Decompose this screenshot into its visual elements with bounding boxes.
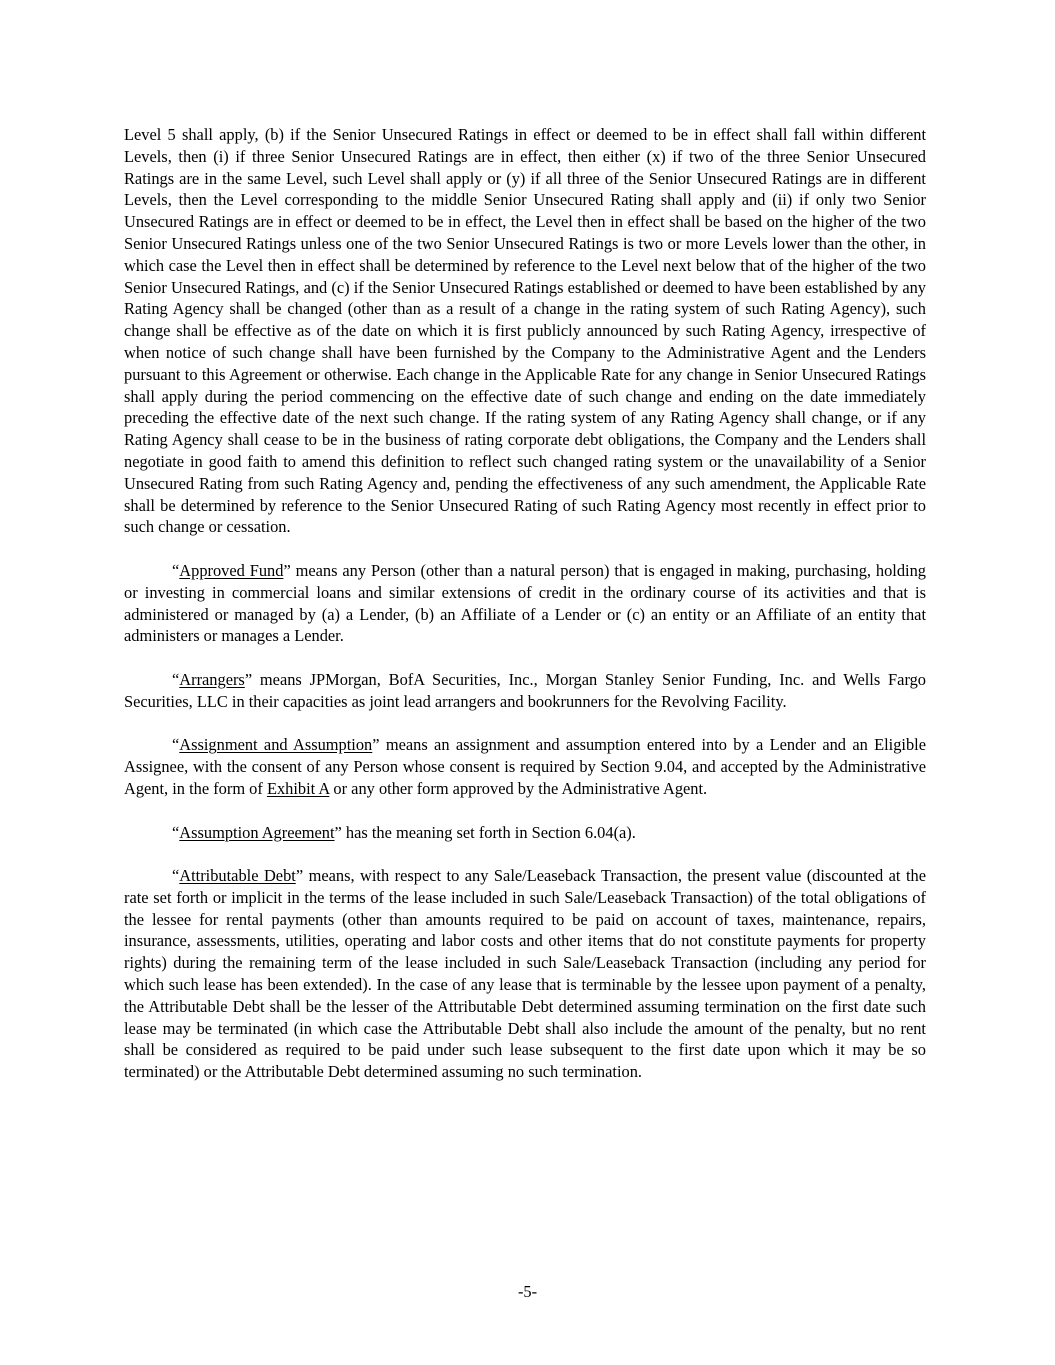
- open-quote: “: [172, 669, 180, 689]
- defined-term: Attributable Debt: [179, 866, 296, 886]
- definition-text: means an assignment and assumption entered into by a Lender and an Eligible Assignee, with the consent of any Person whose consent is required by Section 9.04, and accepted by the Administrative Agent, in the form of: [124, 735, 927, 798]
- close-quote: ”: [295, 866, 304, 886]
- definition-assumption-agreement: [124, 822, 926, 844]
- document-body: [124, 124, 926, 1105]
- open-quote: “: [172, 735, 180, 755]
- definition-assignment-and-assumption: [124, 734, 926, 799]
- definition-text-continued: or any other form approved by the Administrative Agent.: [329, 778, 708, 798]
- open-quote: “: [172, 822, 180, 842]
- paragraph-level-continuation: [124, 124, 926, 538]
- defined-term: Assignment and Assumption: [179, 735, 373, 755]
- close-quote: ”: [283, 560, 291, 580]
- close-quote: ”: [334, 822, 342, 842]
- paragraph-text: Level 5 shall apply, (b) if the Senior Unsecured Ratings in effect or deemed to be in effect shall fall within different Levels, then (i) if three Senior Unsecured Ratings are in effect, then either (x) if two of the three Senior Unsecured Ratings are in the same Level, such Level shall apply or (y) if all three of the Senior Unsecured Ratings are in different Levels, then the Level corresponding to the middle Senior Unsecured Rating shall apply and (ii) if only two Senior Unsecured Ratings are in effect or deemed to be in effect, the Level then in effect shall be based on the higher of the two Senior Unsecured Ratings unless one of the two Senior Unsecured Ratings is two or more Levels lower than the other, in which case the Level then in effect shall be determined by reference to the Level next below that of the higher of the two Senior Unsecured Ratings, and (c) if the Senior Unsecured Ratings established or deemed to have been established by any Rating Agency shall be changed (other than as a result of a change in the rating system of such Rating Agency), such change shall be effective as of the date on which it is first publicly announced by such Rating Agency, irrespective of when notice of such change shall have been furnished by the Company to the Administrative Agent and the Lenders pursuant to this Agreement or otherwise. Each change in the Applicable Rate for any change in Senior Unsecured Ratings shall apply during the period commencing on the effective date of such change and ending on the date immediately preceding the effective date of the next such change. If the rating system of any Rating Agency shall change, or if any Rating Agency shall cease to be in the business of rating corporate debt obligations, the Company and the Lenders shall negotiate in good faith to amend this definition to reflect such changed rating system or the unavailability of a Senior Unsecured Rating from such Rating Agency and, pending the effectiveness of any such amendment, the Applicable Rate shall be determined by reference to the Senior Unsecured Rating of such Rating Agency most recently in effect prior to such change or cessation.: [124, 125, 926, 537]
- definition-text: means, with respect to any Sale/Leaseback Transaction, the present value (discounted at the rate set forth or implicit in the terms of the lease included in such Sale/Leaseback Transaction) of the total obligations of the lessee for rental payments (other than amounts required to be paid on account of taxes, maintenance, repairs, insurance, assessments, utilities, operating and labor costs and other items that do not constitute payments for property rights) during the remaining term of the lease included in such Sale/Leaseback Transaction (including any period for which such lease has been extended). In the case of any lease that is terminable by the lessee upon payment of a penalty, the Attributable Debt shall be the lesser of the Attributable Debt determined assuming termination on the first date such lease may be terminated (in which case the Attributable Debt shall also include the amount of the penalty, but no rent shall be considered as required to be paid under such lease subsequent to the first date upon which it may be so terminated) or the Attributable Debt determined assuming no such termination.: [124, 866, 926, 1082]
- definition-approved-fund: [124, 560, 926, 647]
- definition-arrangers: [124, 669, 926, 713]
- definition-attributable-debt: [124, 865, 926, 1083]
- page-number: -5-: [517, 1282, 538, 1301]
- defined-term: Arrangers: [179, 669, 245, 689]
- defined-term: Approved Fund: [179, 560, 284, 580]
- definition-text: means any Person (other than a natural person) that is engaged in making, purchasing, holding or investing in commercial loans and similar extensions of credit in the ordinary course of its activities and that is administered or managed by (a) a Lender, (b) an Affiliate of a Lender or (c) an entity or an Affiliate of an entity that administers or manages a Lender.: [124, 560, 926, 646]
- exhibit-reference: Exhibit A: [266, 778, 330, 798]
- open-quote: “: [172, 560, 180, 580]
- close-quote: ”: [244, 669, 253, 689]
- definition-text: has the meaning set forth in Section 6.04(a).: [341, 822, 636, 842]
- definition-text: means JPMorgan, BofA Securities, Inc., Morgan Stanley Senior Funding, Inc. and Wells Fargo Securities, LLC in their capacities as joint lead arrangers and bookrunners for the Revolving Facility.: [124, 669, 926, 711]
- close-quote: ”: [372, 735, 380, 755]
- open-quote: “: [172, 866, 180, 886]
- defined-term: Assumption Agreement: [179, 822, 335, 842]
